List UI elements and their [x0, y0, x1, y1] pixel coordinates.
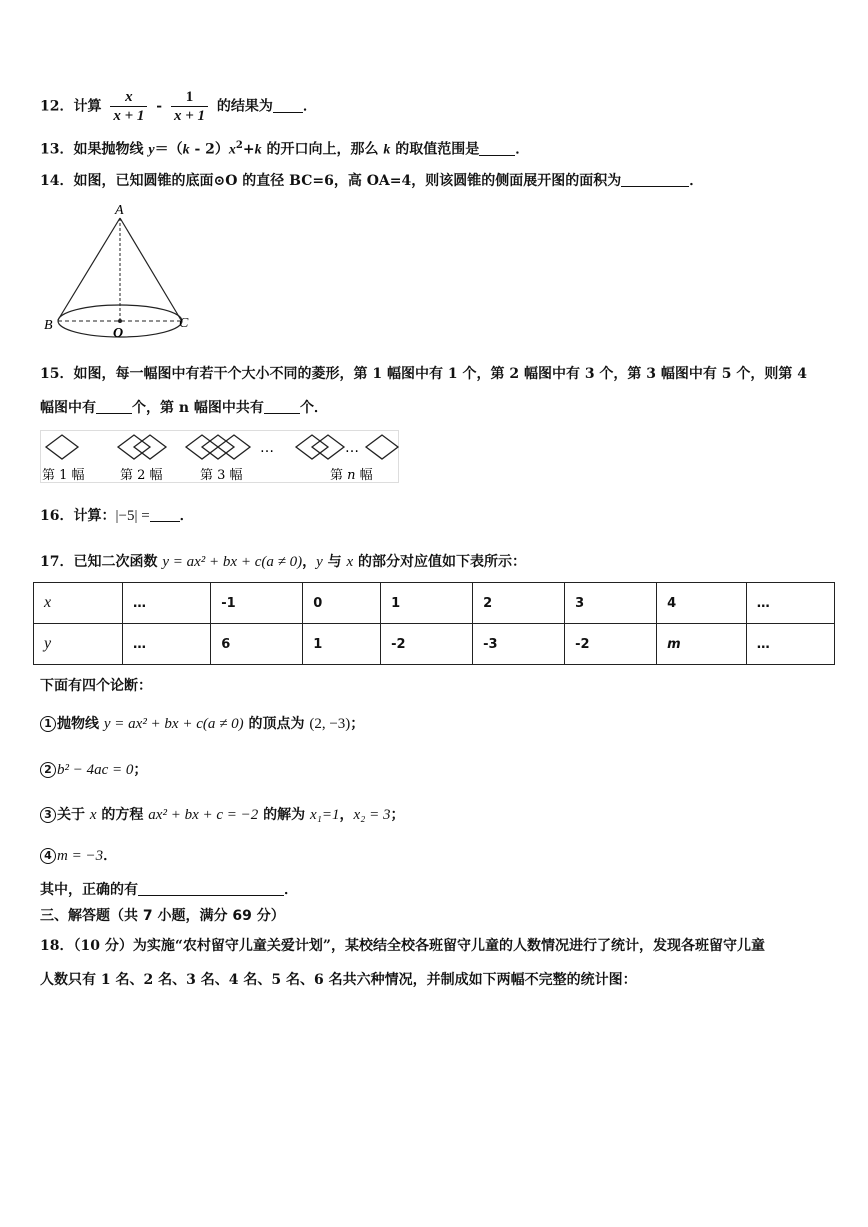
- statement-math: y = ax² + bx + c(a ≠ 0): [103, 716, 244, 732]
- statement-number: 1: [40, 716, 56, 732]
- solution-x2: x₂ = 3: [353, 807, 391, 823]
- table-cell: …: [746, 583, 834, 624]
- question-14: [40, 171, 703, 191]
- var-x: x: [346, 554, 354, 570]
- statement-text: ；: [133, 762, 148, 778]
- table-cell: -3: [473, 624, 565, 665]
- statements-header: [40, 676, 152, 696]
- answer-blank: [96, 399, 132, 414]
- q17-text: 的部分对应值如下表所示：: [353, 554, 527, 570]
- question-18-line-1: [40, 936, 765, 956]
- quadratic-function: y = ax² + bx + c(a ≠ 0): [162, 554, 303, 570]
- q13-text: 13．如果抛物线: [40, 141, 149, 158]
- ellipsis: …: [260, 440, 274, 456]
- fraction-1: [110, 88, 147, 125]
- fraction-2: [171, 88, 208, 125]
- caption-figure-1: 第 1 幅: [42, 468, 85, 483]
- rhombus: [46, 435, 78, 459]
- solution-x1: x₁=1: [310, 807, 340, 823]
- q13-text: ＝（: [154, 141, 183, 158]
- table-cell: -2: [381, 624, 473, 665]
- var-y: y: [316, 554, 323, 570]
- conclusion-text: 其中，正确的有: [40, 882, 138, 898]
- var-k: k: [254, 142, 262, 158]
- section-title-text: 三、解答题（共 7 小题，满分 69 分）: [40, 908, 285, 924]
- conclusion-end: ．: [284, 882, 298, 898]
- table-cell: -1: [211, 583, 303, 624]
- table-row-y: [34, 624, 835, 665]
- q12-minus: -: [156, 98, 163, 115]
- table-cell: 0: [303, 583, 381, 624]
- table-cell: 4: [657, 583, 747, 624]
- question-15-line-2: [40, 398, 328, 418]
- statement-text: 的解为: [258, 807, 311, 823]
- question-12: [40, 88, 317, 125]
- statement-text: ．: [103, 848, 118, 864]
- cone-figure: [42, 200, 202, 342]
- q12-end: ．: [302, 98, 317, 115]
- q13-end: ．: [515, 141, 530, 158]
- q15-text: 个．: [299, 400, 328, 416]
- table-cell: …: [123, 583, 211, 624]
- q17-text: 17．已知二次函数: [40, 554, 163, 570]
- statement-3: [40, 805, 405, 825]
- statement-math: (2, −3): [309, 716, 351, 732]
- values-table: [33, 582, 835, 665]
- var-x: x: [228, 142, 236, 158]
- statement-number: 3: [40, 807, 56, 823]
- q16-end: ．: [179, 508, 194, 524]
- q13-text: 的开口向上，那么: [261, 141, 384, 158]
- statement-2: [40, 760, 147, 780]
- q13-text: 的取值范围是: [390, 141, 480, 158]
- var-x: x: [89, 807, 97, 823]
- var-k: k: [383, 142, 391, 158]
- var-k: k: [182, 142, 190, 158]
- table-cell: 1: [303, 624, 381, 665]
- table-cell: 6: [211, 624, 303, 665]
- question-18-line-2: [40, 970, 637, 990]
- caption-n-var: n: [347, 468, 356, 483]
- var-y: y: [148, 142, 155, 158]
- label-O: O: [113, 326, 124, 341]
- statement-text: ，: [339, 807, 354, 823]
- table-cell: m: [657, 624, 747, 665]
- q13-text: +: [242, 141, 255, 158]
- statement-1: [40, 714, 364, 734]
- fraction-1-denominator: x + 1: [113, 108, 145, 124]
- statement-math: ax² + bx + c = −2: [148, 807, 259, 823]
- table-cell: 2: [473, 583, 565, 624]
- table-cell: 1: [381, 583, 473, 624]
- question-17: [40, 552, 526, 572]
- question-16: [40, 506, 194, 526]
- q18-text: 人数只有 1 名、2 名、3 名、4 名、5 名、6 名共六种情况，并制成如下两幅不完整的统计图：: [40, 972, 637, 988]
- statement-number: 2: [40, 762, 56, 778]
- question-15-line-1: [40, 364, 807, 384]
- q18-text: 18．（10 分）为实施“农村留守儿童关爱计划”，某校结全校各班留守儿童的人数情况进行了统计，发现各班留守儿童: [40, 938, 765, 954]
- answer-blank: [273, 98, 303, 113]
- answer-blank: [150, 507, 180, 522]
- label-C: C: [179, 316, 189, 331]
- table-cell: …: [746, 624, 834, 665]
- q15-text: 15．如图，每一幅图中有若干个大小不同的菱形，第 1 幅图中有 1 个，第 2 幅图中有 3 个，第 3 幅图中有 5 个，则第 4: [40, 366, 808, 382]
- rhombus: [366, 435, 398, 459]
- answer-blank: [264, 399, 300, 414]
- table-cell: y: [34, 624, 123, 665]
- statement-math: b² − 4ac = 0: [57, 762, 134, 778]
- q14-text: 14．如图，已知圆锥的底面⊙O 的直径 BC=6，高 OA=4，则该圆锥的侧面展开图的面积为: [40, 173, 622, 189]
- statement-number: 4: [40, 848, 56, 864]
- caption-figure-2: 第 2 幅: [120, 468, 163, 483]
- q15-text: 个，第 n 幅图中共有: [132, 400, 264, 416]
- q13-text: - 2）: [189, 141, 229, 158]
- caption-n-suffix: 幅: [355, 468, 373, 483]
- answer-blank: [138, 881, 284, 896]
- q16-text: 16．计算：: [40, 508, 116, 524]
- table-cell: …: [123, 624, 211, 665]
- statement-text: 抛物线: [57, 716, 104, 732]
- center-point-O: [118, 319, 122, 323]
- section-title: [40, 906, 285, 926]
- conclusion: [40, 880, 298, 900]
- question-13: [40, 136, 529, 161]
- label-B: B: [44, 318, 53, 333]
- table-cell: -2: [565, 624, 657, 665]
- statement-4: [40, 846, 117, 866]
- caption-n-prefix: 第: [330, 468, 348, 483]
- q16-expression: |−5| =: [115, 508, 150, 524]
- fraction-2-denominator: x + 1: [173, 108, 206, 124]
- fraction-1-numerator: x: [110, 88, 147, 107]
- table-cell: x: [34, 583, 123, 624]
- statement-text: 关于: [57, 807, 90, 823]
- statement-text: 的方程: [96, 807, 149, 823]
- q15-text: 幅图中有: [40, 400, 96, 416]
- ellipsis: …: [345, 440, 359, 456]
- q17-text: ，: [302, 554, 317, 570]
- caption-figure-n: [330, 467, 373, 483]
- q14-end: ．: [689, 173, 704, 189]
- rhombus-figure: [40, 430, 402, 484]
- statement-text: ；: [390, 807, 405, 823]
- q17-text: 与: [322, 554, 347, 570]
- exponent: 2: [235, 140, 243, 151]
- statement-text: ；: [350, 716, 365, 732]
- table-row-x: [34, 583, 835, 624]
- answer-blank: [621, 172, 689, 187]
- table-cell: 3: [565, 583, 657, 624]
- statement-text: 的顶点为: [243, 716, 310, 732]
- fraction-2-numerator: 1: [171, 88, 208, 107]
- q12-prefix: 12．计算: [40, 98, 102, 115]
- caption-figure-3: 第 3 幅: [200, 468, 243, 483]
- q12-suffix: 的结果为: [216, 98, 273, 115]
- label-A: A: [115, 203, 124, 218]
- answer-blank: [479, 141, 515, 156]
- statement-math: m = −3: [57, 848, 104, 864]
- statements-header-text: 下面有四个论断：: [40, 678, 152, 694]
